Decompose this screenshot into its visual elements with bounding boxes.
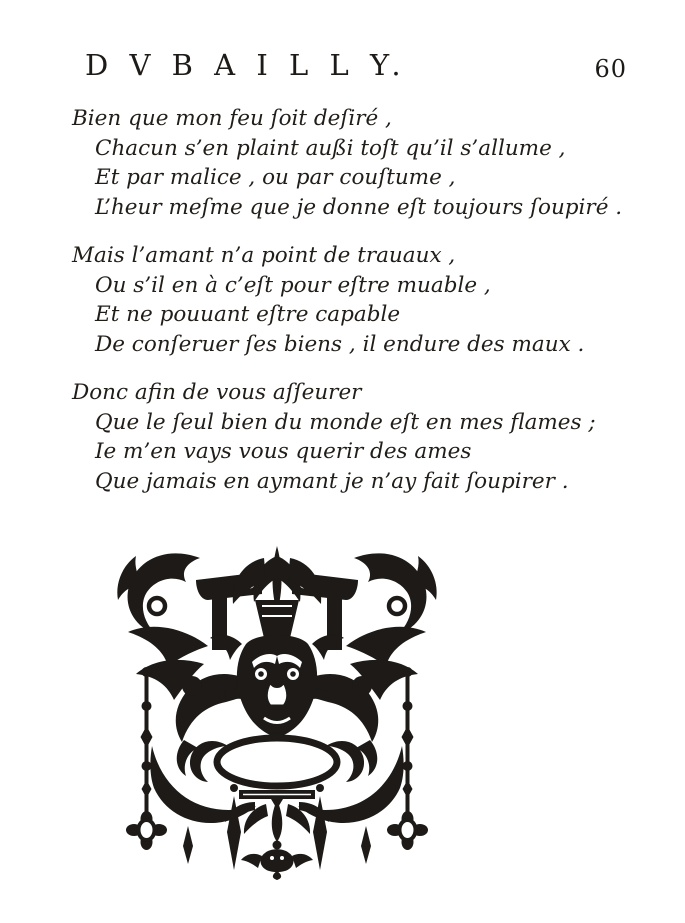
poem-line: Donc afin de vous aſſeurer <box>72 380 362 405</box>
stanza-3 <box>72 378 632 496</box>
stanza-2 <box>72 241 632 359</box>
stanza-1 <box>72 104 632 222</box>
poem-line: Mais l’amant n’a point de trauaux , <box>72 243 456 268</box>
grotesque-mask-ornament-icon <box>112 540 442 880</box>
poem-line: Que jamais en aymant je n’ay fait ſoupirer . <box>95 468 569 494</box>
poem-line: Que le ſeul bien du monde eſt en mes flames ; <box>95 409 596 435</box>
printer-ornament-tailpiece <box>112 540 442 880</box>
poem <box>72 104 632 515</box>
poem-line: De conſeruer ſes biens , il endure des maux . <box>95 331 585 357</box>
poem-line: Bien que mon feu ſoit deſiré , <box>72 106 392 131</box>
poem-line: L’heur meſme que je donne eſt toujours ſoupiré . <box>95 194 623 220</box>
poem-line: Chacun s’en plaint außi toſt qu’il s’allume , <box>95 135 566 161</box>
ornament-left-half <box>117 553 268 870</box>
page-number: 60 <box>594 55 627 83</box>
poem-line: Ie m’en vays vous querir des ames <box>95 439 472 464</box>
poem-line: Et ne pouuant eſtre capable <box>95 302 401 327</box>
running-head-title: D V B A I L L Y. <box>85 48 407 82</box>
poem-line: Et par malice , ou par couſtume , <box>95 165 456 190</box>
poem-line: Ou s’il en à c’eſt pour eſtre muable , <box>95 272 491 298</box>
